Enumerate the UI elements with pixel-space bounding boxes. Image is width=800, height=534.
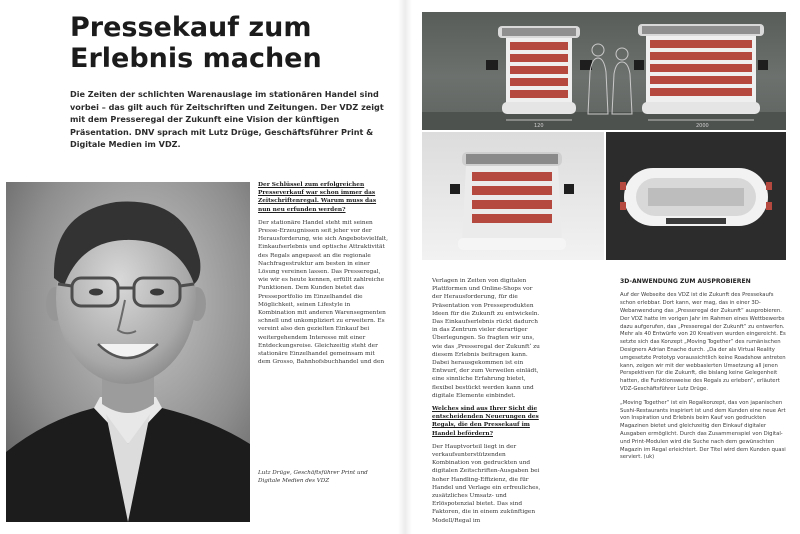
dimension-label-left: 120: [534, 123, 544, 129]
page-gutter: [398, 0, 412, 534]
sidebar-heading: 3D-ANWENDUNG ZUM AUSPROBIEREN: [620, 278, 751, 285]
photo-caption: Lutz Drüge, Geschäftsführer Print und Digitale Medien des VDZ: [258, 470, 368, 484]
shelf-perspective-render: [422, 132, 604, 260]
interview-answer-1-continued: Verlagen in Zeiten von digitalen Plattformen und Online-Shops vor der Herausforderung, für die Präsentation von Presseprodukten Ideen für die Zukunft zu entwickeln. Das Einkaufserlebnis rückt dadurch in das Zentrum vieler derartiger Überlegungen. So fragten wir uns, wie das ‚Presseregal der Zukunft‘ zu diesem Erlebnis beitragen kann. Dabei herausgekommen ist ein Entwurf, der zum Verweilen einlädt, eine sinnliche Erfahrung bietet, flexibel bestückt werden kann und digitale Elemente einbindet.: [432, 278, 540, 399]
sidebar-paragraph-1: Auf der Webseite des VDZ ist die Zukunft des Pressekaufs schon erlebbar. Dort kann, wer mag, das in einer 3D-Webanwendung das „Presseregal der Zukunft“ ausprobieren. Der VDZ hatte im vorigen Jahr im Rahmen eines Wettbewerbs dazu aufgerufen, das „Presseregal der Zukunft“ zu entwerfen. Mehr als 40 Entwürfe von 20 Kreativen wurden eingereicht. Es setzte sich das Konzept „Moving Together“ des rumänischen Designers Adrian Enache durch. „Da der als Virtual Reality umgesetzte Prototyp voraussichtlich keine Roadshow antreten kann, zeigen wir mit der webbasierten Umsetzung all jenen Perspektiven für die Zukunft, die bislang keine Gelegenheit hatten, die Funktionsweise des Regals zu erleben“, erläutert VDZ-Geschäftsführer Lutz Drüge.: [620, 292, 786, 392]
interview-question-1: Der Schlüssel zum erfolgreichen Presseverkauf war schon immer das Zeitschriftenregal. Warum muss das nun neu erfunden werden?: [258, 182, 377, 213]
shelf-top-view-render: [606, 132, 786, 260]
sidebar-paragraph-2: „Moving Together“ ist ein Regalkonzept, das von japanischen Sushi-Restaurants inspiriert ist und dem Kunden eine neue Art von Inspiration und Erlebnis beim Kauf von gedruckten Magazinen bietet und gleichzeitig den Einkauf digitaler Ausgaben ermöglicht. Durch das Zusammenspiel von Digital- und Print-Modulen wird die Suche nach dem gewünschten Magazin im Regal erleichtert. Der Titel wird dem Kunden quasi serviert. (uk): [620, 399, 786, 461]
shelf-front-view-render: [422, 12, 786, 130]
shelf-renderings: [422, 12, 786, 260]
interview-answer-1: Der stationäre Handel steht mit seinen Presse-Erzeugnissen seit jeher vor der Herausforderung, wie sich Angebotsvielfalt, Einkaufserlebnis und optische Attraktivität des Regals angepasst an die regionale Nachfragestruktur am besten in einer Lösung vereinen lassen. Das Presseregal, wie wir es heute kennen, erfüllt zahlreiche Funktionen. Dem Kunden bietet das Presseportfolio im Einzelhandel die Möglichkeit, seinen Lifestyle in Kombination mit anderen Warensegmenten schnell und unkompliziert zu erweitern. Es vereint also den gezielten Einkauf bei weitergehendem Interesse mit einer Entdeckungsreise. Gleichzeitig steht der stationäre Einzelhandel gemeinsam mit dem Grosso, Bahnhofsbuchhandel und den: [258, 219, 388, 366]
article-lead: Die Zeiten der schlichten Warenauslage im stationären Handel sind vorbei – das gilt auch für Zeitschriften und Zeitungen. Der VDZ zeigt mit dem Presseregal der Zukunft eine Vision der künftigen Präsentation. DNV sprach mit Lutz Drüge, Geschäftsführer Print & Digitale Medien im VDZ.: [70, 89, 384, 150]
interview-question-2: Welches sind aus Ihrer Sicht die entscheidenden Neuerungen des Regals, die den Pressekauf im Handel befördern?: [432, 406, 539, 437]
sidebar-box: [620, 278, 788, 468]
article-column-2: [432, 277, 542, 530]
article-headline: Pressekauf zum Erlebnis machen: [70, 12, 322, 74]
portrait-photo: [6, 182, 250, 522]
interview-answer-2: Der Hauptvorteil liegt in der verkaufsunterstützenden Kombination von gedruckten und digitalen Zeitschriften-Ausgaben bei hoher Handling-Effizienz, die für Handel und Verlage ein erfreuliches, zusätzliches Umsatz- und Erlöspotenzial bietet. Das sind Faktoren, die in einem zukünftigen Modell/Regal im: [432, 443, 541, 524]
article-column-1: [258, 181, 389, 371]
dimension-label-right: 2000: [696, 123, 709, 129]
